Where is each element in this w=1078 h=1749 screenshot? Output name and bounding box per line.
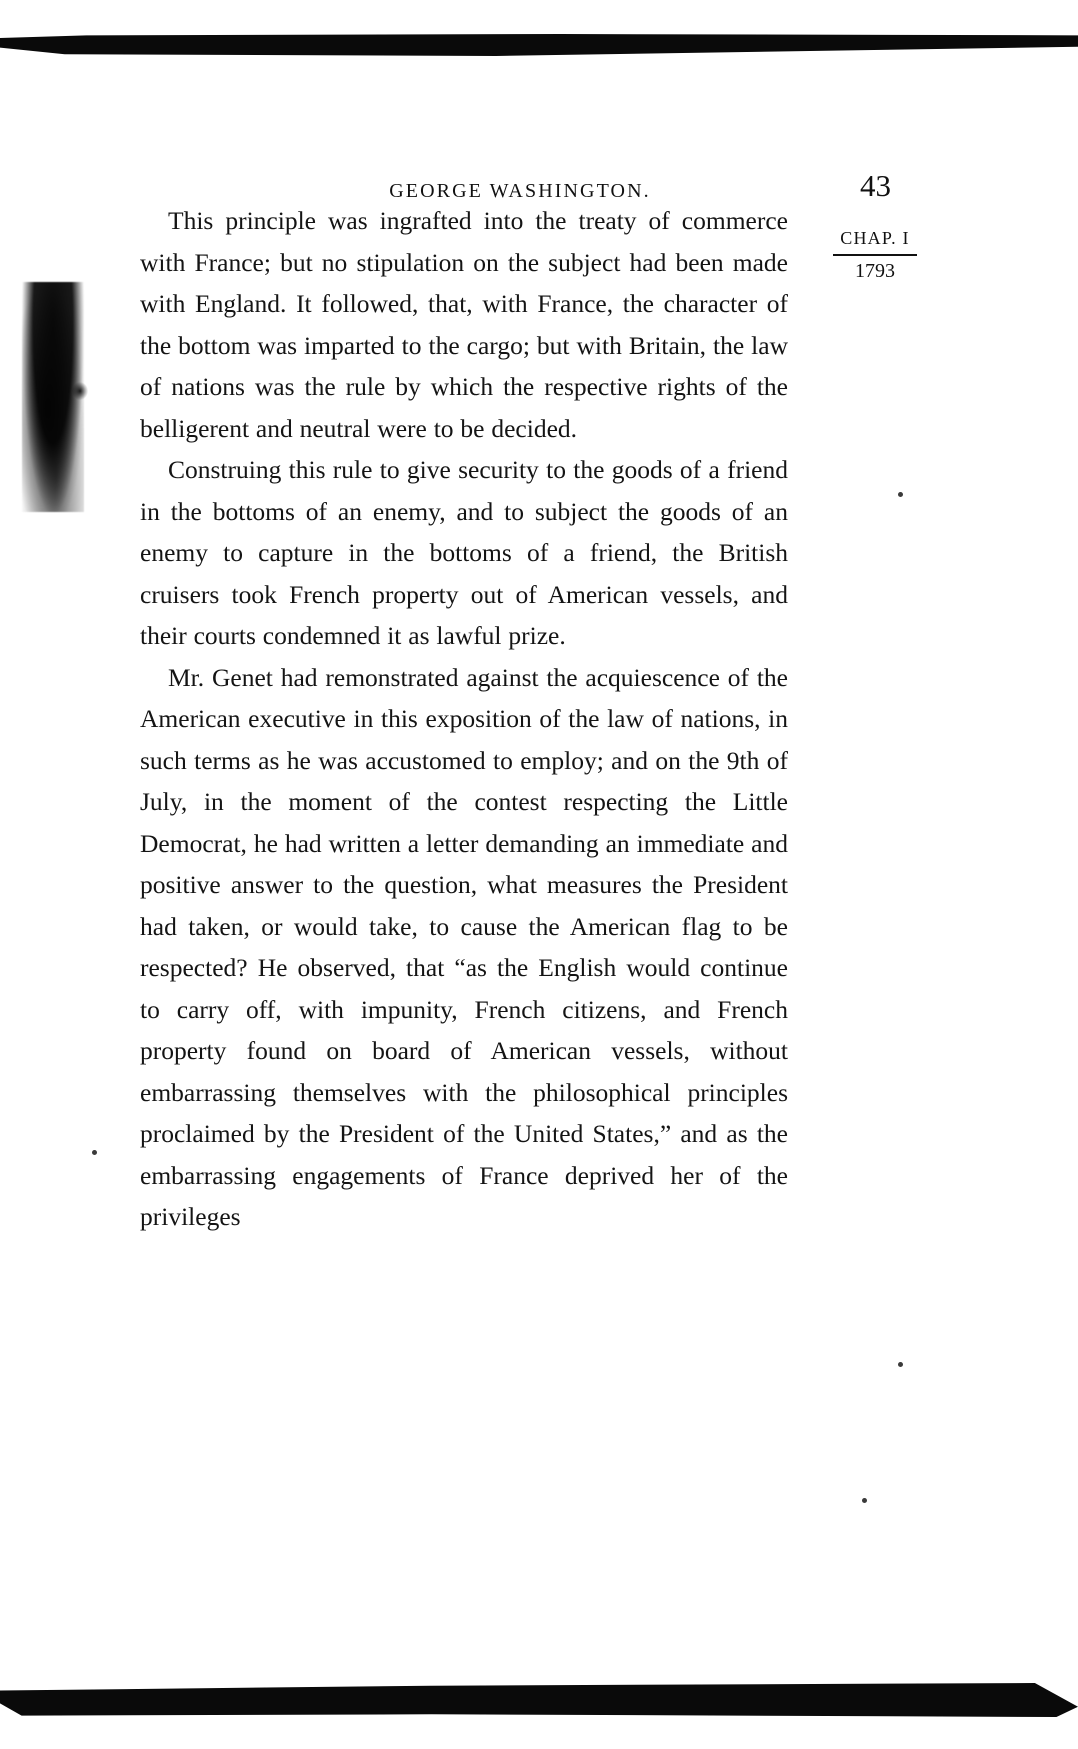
page-speck — [898, 1362, 903, 1367]
marginal-note — [800, 228, 950, 283]
running-head: GEORGE WASHINGTON. — [389, 180, 651, 202]
page-speck — [898, 492, 903, 497]
body-text-column — [140, 200, 788, 1238]
scan-edge-artifact-top — [0, 34, 1078, 56]
paragraph: This principle was ingrafted into the treaty of commerce with France; but no stipulation on the subject had been made with England. It followed, that, with France, the character of the bottom was imparted to the cargo; but with Britain, the law of nations was the rule by which the respective rights of the belligerent and neutral were to be decided. — [140, 206, 788, 443]
marginal-note-chapter: CHAP. I — [840, 228, 910, 248]
paragraph: Construing this rule to give security to the goods of a friend in the bottoms of an enemy, and to subject the goods of an enemy to capture in the bottoms of a friend, the British cruisers took French property out of American vessels, and their courts condemned it as lawful prize. — [140, 455, 788, 650]
paragraph: Mr. Genet had remonstrated against the acquiescence of the American executive in this exposition of the law of nations, in such terms as he was accustomed to employ; and on the 9th of July, in the moment of the contest respecting the Little Democrat, he had written a letter demanding an immediate and positive answer to the question, what measures the President had taken, or would take, to cause the American flag to be respected? He observed, that “as the English would continue to carry off, with impunity, French citizens, and French property found on board of American vessels, without embarrassing themselves with the philosophical principles proclaimed by the President of the United States,” and as the embarrassing engagements of France deprived her of the privileges — [140, 662, 788, 1231]
page-speck — [862, 1498, 867, 1503]
scan-edge-artifact-bottom — [0, 1683, 1078, 1717]
scan-ink-smudge-tail — [72, 382, 88, 400]
page-number: 43 — [860, 168, 891, 203]
marginal-note-divider — [833, 254, 917, 256]
marginal-note-year: 1793 — [855, 260, 895, 282]
page-speck — [92, 1150, 97, 1155]
